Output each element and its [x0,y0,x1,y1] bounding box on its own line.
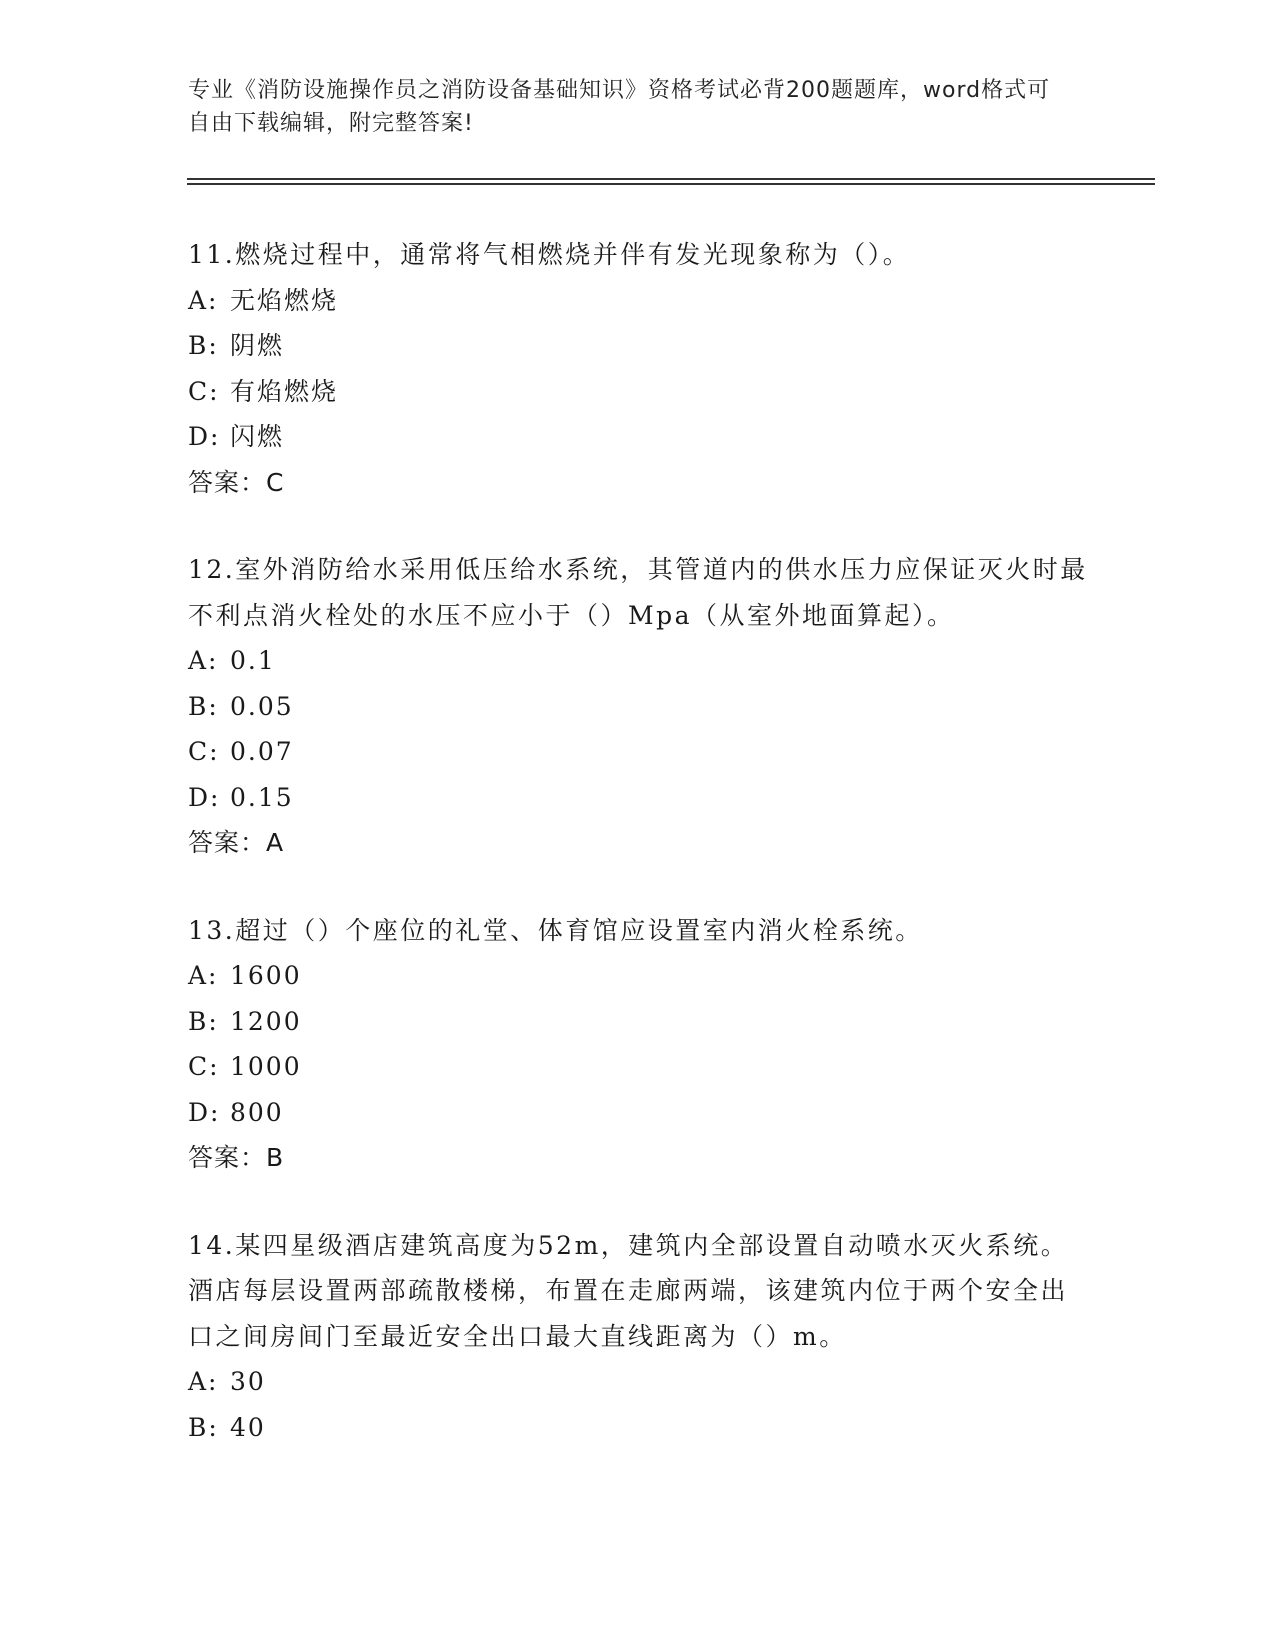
option-c [188,369,1088,415]
option-key: C: [188,376,220,406]
question-12 [188,547,1088,866]
option-key: D: [188,422,221,451]
option-text: 40 [230,1412,266,1442]
option-text: 0.07 [230,737,294,766]
option-text: 1600 [230,961,302,990]
option-key: B: [188,331,219,360]
header-divider-top [187,178,1155,180]
option-d [188,1090,1088,1136]
option-text: 无焰燃烧 [230,285,339,315]
document-header: 专业《消防设施操作员之消防设备基础知识》资格考试必背200题题库，word格式可自由下载编辑，附完整答案! [188,78,1051,136]
option-key: C: [188,737,220,766]
answer-line: 答案：C [188,467,285,497]
option-text: 1200 [230,1006,302,1036]
option-b [188,1405,1088,1451]
option-b [188,999,1088,1045]
option-a [188,638,1088,684]
option-key: A: [188,285,219,315]
option-key: B: [188,1412,219,1442]
question-11 [188,232,1088,505]
option-text: 0.15 [230,782,294,812]
option-key: B: [188,691,219,721]
option-b [188,323,1088,369]
option-key: C: [188,1052,220,1081]
option-text: 0.05 [230,691,294,721]
option-c [188,1044,1088,1090]
question-stem: 13.超过（）个座位的礼堂、体育馆应设置室内消火栓系统。 [188,915,923,945]
option-key: A: [188,646,219,675]
answer-line: 答案：B [188,1143,285,1172]
question-14 [188,1223,1088,1451]
question-list [188,232,1088,1492]
option-b [188,684,1088,730]
header-divider-bottom [187,183,1155,185]
option-key: A: [188,1367,219,1396]
option-text: 0.1 [230,646,276,675]
option-key: A: [188,961,219,990]
answer-line: 答案：A [188,828,285,857]
option-d [188,414,1088,460]
option-a [188,1359,1088,1405]
option-text: 800 [230,1097,284,1127]
option-c [188,729,1088,775]
option-key: D: [188,1097,221,1127]
option-text: 阴燃 [230,331,285,360]
question-stem: 11.燃烧过程中，通常将气相燃烧并伴有发光现象称为（）。 [188,240,911,269]
option-text: 1000 [230,1052,302,1081]
question-13 [188,908,1088,1181]
option-a [188,278,1088,324]
question-stem: 14.某四星级酒店建筑高度为52m，建筑内全部设置自动喷水灭火系统。酒店每层设置两部疏散楼梯，布置在走廊两端，该建筑内位于两个安全出口之间房间门至最近安全出口最大直线距离为（）m。 [188,1230,1069,1351]
question-stem: 12.室外消防给水采用低压给水系统，其管道内的供水压力应保证灭火时最不利点消火栓处的水压不应小于（）Mpa（从室外地面算起）。 [188,555,1088,630]
option-text: 有焰燃烧 [230,376,339,406]
option-text: 30 [230,1367,266,1396]
option-text: 闪燃 [230,422,285,451]
option-key: D: [188,782,221,812]
option-a [188,953,1088,999]
option-key: B: [188,1006,219,1036]
option-d [188,775,1088,821]
